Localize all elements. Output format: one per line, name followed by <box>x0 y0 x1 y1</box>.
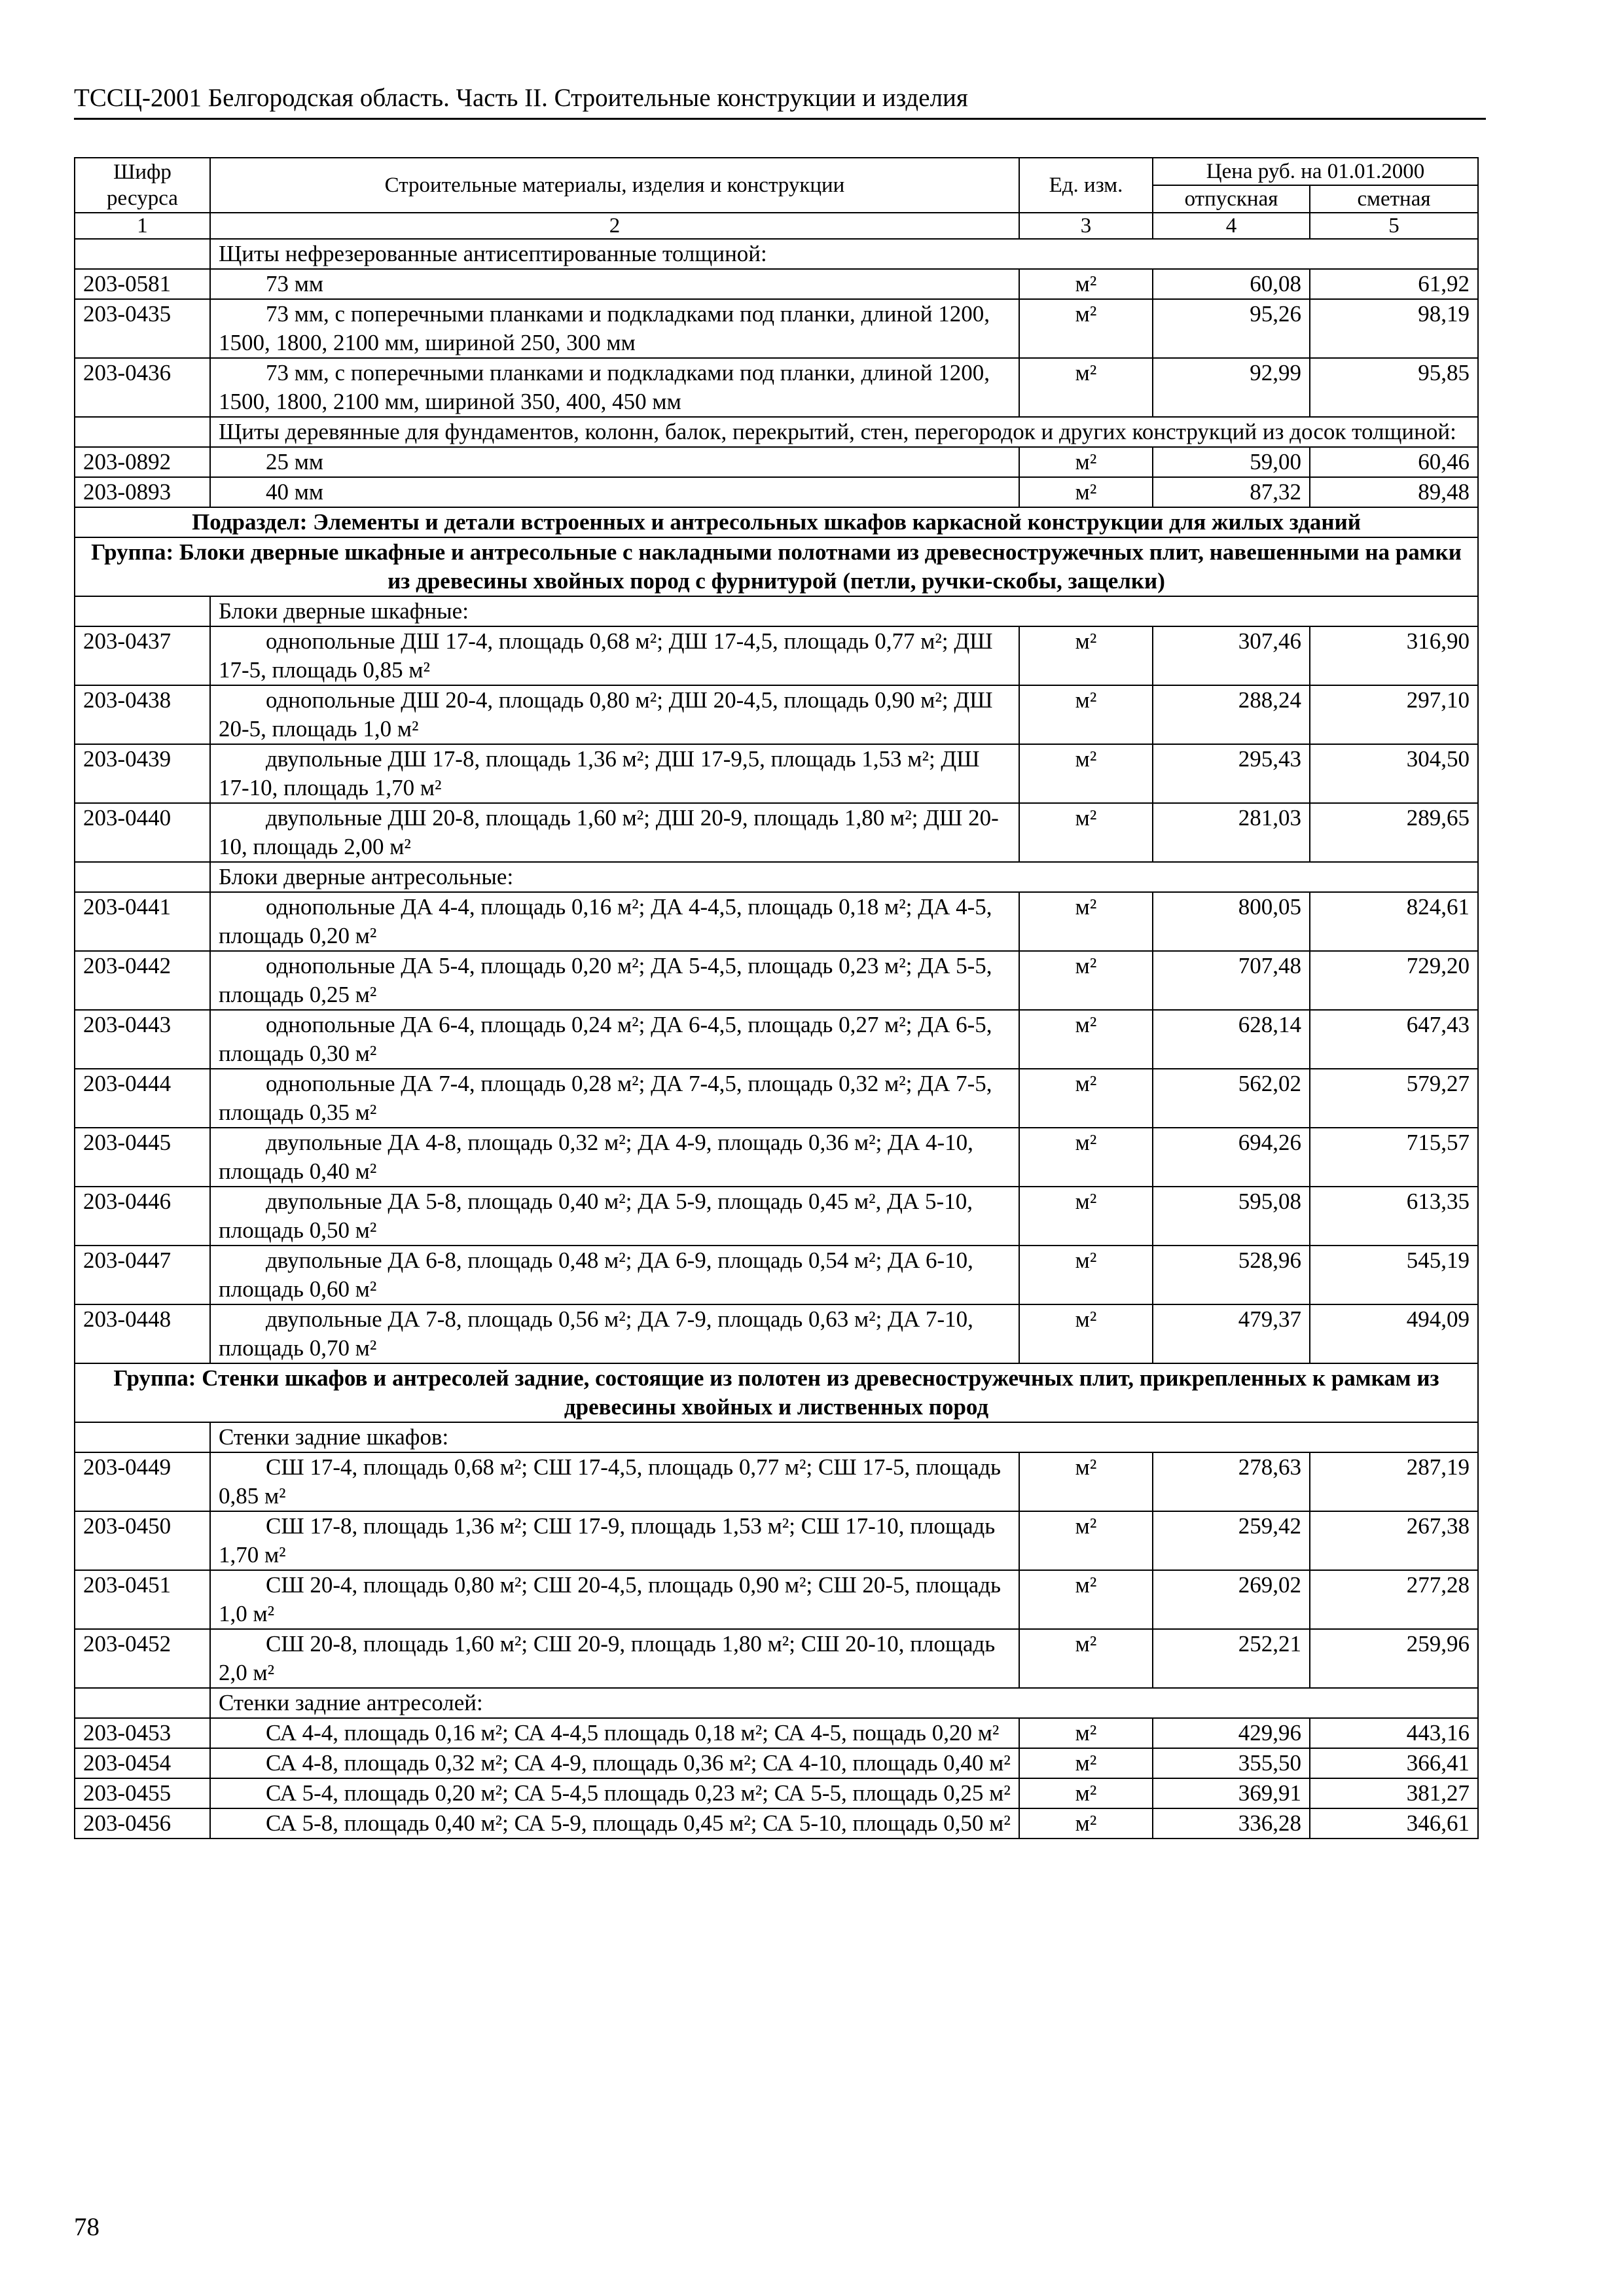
subgroup-caption: Стенки задние шкафов: <box>210 1422 1478 1452</box>
price-estimate: 545,19 <box>1310 1246 1478 1304</box>
resource-name <box>210 1629 1019 1688</box>
section-heading: Группа: Стенки шкафов и антресолей задние, состоящие из полотен из древесностружечных плит, прикрепленных к рамкам из древесины хвойных и лиственных пород <box>75 1363 1478 1422</box>
caption-row <box>75 1422 1478 1452</box>
price-estimate: 304,50 <box>1310 744 1478 803</box>
resource-code: 203-0454 <box>75 1748 210 1778</box>
unit: м² <box>1019 299 1153 358</box>
resource-name <box>210 358 1019 417</box>
resource-name-text: однопольные ДШ 20-4, площадь 0,80 м²; ДШ 20-4,5, площадь 0,90 м²; ДШ 20-5, площадь 1,0 м² <box>219 687 993 742</box>
price-release: 288,24 <box>1153 685 1310 744</box>
table-row <box>75 269 1478 299</box>
table-row <box>75 685 1478 744</box>
price-estimate: 89,48 <box>1310 477 1478 507</box>
running-head: ТССЦ-2001 Белгородская область. Часть II. Строительные конструкции и изделия <box>74 84 968 112</box>
resource-name-text: двупольные ДА 7-8, площадь 0,56 м²; ДА 7-9, площадь 0,63 м²; ДА 7-10, площадь 0,70 м² <box>219 1306 973 1361</box>
price-release: 87,32 <box>1153 477 1310 507</box>
unit: м² <box>1019 1069 1153 1128</box>
resource-name <box>210 1748 1019 1778</box>
price-release: 528,96 <box>1153 1246 1310 1304</box>
section-heading: Группа: Блоки дверные шкафные и антресольные с накладными полотнами из древесностружечных плит, навешенными на рамки из древесины хвойных пород с фурнитурой (петли, ручки-скобы, защелки) <box>75 537 1478 596</box>
resource-name-text: СШ 17-4, площадь 0,68 м²; СШ 17-4,5, площадь 0,77 м²; СШ 17-5, площадь 0,85 м² <box>219 1454 1001 1509</box>
price-release: 694,26 <box>1153 1128 1310 1187</box>
unit: м² <box>1019 1808 1153 1839</box>
resource-name <box>210 1511 1019 1570</box>
unit: м² <box>1019 626 1153 685</box>
unit: м² <box>1019 358 1153 417</box>
price-estimate: 267,38 <box>1310 1511 1478 1570</box>
price-release: 95,26 <box>1153 299 1310 358</box>
price-estimate: 715,57 <box>1310 1128 1478 1187</box>
resource-name-text: СШ 20-8, площадь 1,60 м²; СШ 20-9, площадь 1,80 м²; СШ 20-10, площадь 2,0 м² <box>219 1631 996 1685</box>
price-release: 259,42 <box>1153 1511 1310 1570</box>
unit: м² <box>1019 1187 1153 1246</box>
resource-name-text: 73 мм, с поперечными планками и подкладками под планки, длиной 1200, 1500, 1800, 2100 мм, шириной 250, 300 мм <box>219 301 990 355</box>
empty-code-cell <box>75 239 210 269</box>
unit: м² <box>1019 1748 1153 1778</box>
empty-code-cell <box>75 1688 210 1718</box>
heading-row <box>75 507 1478 537</box>
price-estimate: 613,35 <box>1310 1187 1478 1246</box>
table-row <box>75 1010 1478 1069</box>
unit: м² <box>1019 447 1153 477</box>
unit: м² <box>1019 1629 1153 1688</box>
unit: м² <box>1019 269 1153 299</box>
resource-name-text: СШ 20-4, площадь 0,80 м²; СШ 20-4,5, площадь 0,90 м²; СШ 20-5, площадь 1,0 м² <box>219 1572 1001 1626</box>
resource-name <box>210 477 1019 507</box>
price-estimate: 346,61 <box>1310 1808 1478 1839</box>
table-row <box>75 626 1478 685</box>
caption-row <box>75 862 1478 892</box>
resource-code: 203-0447 <box>75 1246 210 1304</box>
price-release: 92,99 <box>1153 358 1310 417</box>
price-estimate: 579,27 <box>1310 1069 1478 1128</box>
resource-name-text: двупольные ДШ 17-8, площадь 1,36 м²; ДШ 17-9,5, площадь 1,53 м²; ДШ 17-10, площадь 1,70 м² <box>219 746 980 800</box>
resource-name <box>210 951 1019 1010</box>
resource-name-text: двупольные ДШ 20-8, площадь 1,60 м²; ДШ 20-9, площадь 1,80 м²; ДШ 20-10, площадь 2,00 м² <box>219 805 999 859</box>
unit: м² <box>1019 892 1153 951</box>
resource-code: 203-0441 <box>75 892 210 951</box>
resource-name-text: двупольные ДА 5-8, площадь 0,40 м²; ДА 5-9, площадь 0,45 м², ДА 5-10, площадь 0,50 м² <box>219 1189 973 1243</box>
price-release: 269,02 <box>1153 1570 1310 1629</box>
resource-name <box>210 1128 1019 1187</box>
table-row <box>75 447 1478 477</box>
table-row <box>75 1629 1478 1688</box>
price-estimate: 316,90 <box>1310 626 1478 685</box>
resource-name <box>210 1304 1019 1363</box>
heading-row <box>75 537 1478 596</box>
table-row <box>75 1069 1478 1128</box>
resource-code: 203-0456 <box>75 1808 210 1839</box>
header-code: Шифр ресурса <box>75 158 210 213</box>
resource-name-text: 73 мм, с поперечными планками и подкладками под планки, длиной 1200, 1500, 1800, 2100 мм, шириной 350, 400, 450 мм <box>219 360 990 414</box>
resource-name-text: однопольные ДА 4-4, площадь 0,16 м²; ДА 4-4,5, площадь 0,18 м²; ДА 4-5, площадь 0,20 м² <box>219 894 992 948</box>
resource-code: 203-0893 <box>75 477 210 507</box>
resource-name <box>210 685 1019 744</box>
resource-code: 203-0453 <box>75 1718 210 1748</box>
resource-name <box>210 1187 1019 1246</box>
price-release: 60,08 <box>1153 269 1310 299</box>
resource-name <box>210 1069 1019 1128</box>
resource-code: 203-0451 <box>75 1570 210 1629</box>
price-release: 252,21 <box>1153 1629 1310 1688</box>
resource-name-text: однопольные ДА 5-4, площадь 0,20 м²; ДА 5-4,5, площадь 0,23 м²; ДА 5-5, площадь 0,25 м² <box>219 953 992 1007</box>
column-number: 2 <box>210 213 1019 239</box>
unit: м² <box>1019 1718 1153 1748</box>
unit: м² <box>1019 1010 1153 1069</box>
price-estimate: 647,43 <box>1310 1010 1478 1069</box>
empty-code-cell <box>75 1422 210 1452</box>
resource-name <box>210 269 1019 299</box>
empty-code-cell <box>75 417 210 447</box>
subgroup-caption: Блоки дверные шкафные: <box>210 596 1478 626</box>
resource-code: 203-0438 <box>75 685 210 744</box>
table-row <box>75 744 1478 803</box>
price-release: 595,08 <box>1153 1187 1310 1246</box>
table-row <box>75 1187 1478 1246</box>
price-estimate: 95,85 <box>1310 358 1478 417</box>
header-price: Цена руб. на 01.01.2000 <box>1153 158 1478 185</box>
price-estimate: 61,92 <box>1310 269 1478 299</box>
unit: м² <box>1019 477 1153 507</box>
price-release: 707,48 <box>1153 951 1310 1010</box>
price-estimate: 494,09 <box>1310 1304 1478 1363</box>
caption-row <box>75 417 1478 447</box>
resource-name-text: СА 4-4, площадь 0,16 м²; СА 4-4,5 площадь 0,18 м²; СА 4-5, пощадь 0,20 м² <box>266 1720 1000 1746</box>
header-name: Строительные материалы, изделия и конструкции <box>210 158 1019 213</box>
resource-code: 203-0435 <box>75 299 210 358</box>
column-number: 4 <box>1153 213 1310 239</box>
table-row <box>75 1511 1478 1570</box>
resource-name <box>210 744 1019 803</box>
header-price-release: отпускная <box>1153 185 1310 213</box>
price-estimate: 729,20 <box>1310 951 1478 1010</box>
unit: м² <box>1019 1778 1153 1808</box>
table-row <box>75 1718 1478 1748</box>
price-estimate: 366,41 <box>1310 1748 1478 1778</box>
price-estimate: 98,19 <box>1310 299 1478 358</box>
price-release: 281,03 <box>1153 803 1310 862</box>
resource-name-text: двупольные ДА 4-8, площадь 0,32 м²; ДА 4-9, площадь 0,36 м²; ДА 4-10, площадь 0,40 м² <box>219 1130 973 1184</box>
section-heading: Подраздел: Элементы и детали встроенных и антресольных шкафов каркасной конструкции для жилых зданий <box>75 507 1478 537</box>
resource-name-text: однопольные ДА 7-4, площадь 0,28 м²; ДА 7-4,5, площадь 0,32 м²; ДА 7-5, площадь 0,35 м² <box>219 1071 992 1125</box>
resource-name-text: СА 4-8, площадь 0,32 м²; СА 4-9, площадь 0,36 м²; СА 4-10, площадь 0,40 м² <box>266 1750 1011 1776</box>
unit: м² <box>1019 1246 1153 1304</box>
resource-code: 203-0452 <box>75 1629 210 1688</box>
table-row <box>75 803 1478 862</box>
unit: м² <box>1019 1304 1153 1363</box>
resource-code: 203-0450 <box>75 1511 210 1570</box>
resource-name <box>210 1778 1019 1808</box>
price-release: 59,00 <box>1153 447 1310 477</box>
resource-price-table <box>74 157 1479 1839</box>
table-row <box>75 1748 1478 1778</box>
price-estimate: 259,96 <box>1310 1629 1478 1688</box>
resource-name-text: 40 мм <box>266 479 324 505</box>
subgroup-caption: Щиты нефрезерованные антисептированные толщиной: <box>210 239 1478 269</box>
price-estimate: 381,27 <box>1310 1778 1478 1808</box>
unit: м² <box>1019 1128 1153 1187</box>
empty-code-cell <box>75 862 210 892</box>
table-body <box>75 239 1478 1839</box>
price-release: 628,14 <box>1153 1010 1310 1069</box>
price-release: 336,28 <box>1153 1808 1310 1839</box>
resource-name-text: 25 мм <box>266 449 324 475</box>
resource-name <box>210 892 1019 951</box>
table-row <box>75 1778 1478 1808</box>
subgroup-caption: Стенки задние антресолей: <box>210 1688 1478 1718</box>
price-release: 369,91 <box>1153 1778 1310 1808</box>
table-row <box>75 1128 1478 1187</box>
unit: м² <box>1019 803 1153 862</box>
table-row <box>75 1304 1478 1363</box>
table-row <box>75 1452 1478 1511</box>
table-row <box>75 1808 1478 1839</box>
price-estimate: 297,10 <box>1310 685 1478 744</box>
resource-name-text: однопольные ДА 6-4, площадь 0,24 м²; ДА 6-4,5, площадь 0,27 м²; ДА 6-5, площадь 0,30 м² <box>219 1012 992 1066</box>
resource-name-text: 73 мм <box>266 271 324 296</box>
resource-name <box>210 1246 1019 1304</box>
resource-code: 203-0440 <box>75 803 210 862</box>
table-row <box>75 892 1478 951</box>
resource-name-text: СА 5-4, площадь 0,20 м²; СА 5-4,5 площадь 0,23 м²; СА 5-5, площадь 0,25 м² <box>266 1780 1011 1806</box>
unit: м² <box>1019 744 1153 803</box>
price-release: 429,96 <box>1153 1718 1310 1748</box>
table-row <box>75 477 1478 507</box>
unit: м² <box>1019 1452 1153 1511</box>
resource-code: 203-0449 <box>75 1452 210 1511</box>
price-release: 479,37 <box>1153 1304 1310 1363</box>
caption-row <box>75 239 1478 269</box>
resource-code: 203-0442 <box>75 951 210 1010</box>
header-rule <box>74 118 1486 120</box>
resource-name <box>210 626 1019 685</box>
resource-name-text: СШ 17-8, площадь 1,36 м²; СШ 17-9, площадь 1,53 м²; СШ 17-10, площадь 1,70 м² <box>219 1513 996 1568</box>
price-estimate: 60,46 <box>1310 447 1478 477</box>
header-price-estimate: сметная <box>1310 185 1478 213</box>
heading-row <box>75 1363 1478 1422</box>
price-estimate: 824,61 <box>1310 892 1478 951</box>
empty-code-cell <box>75 596 210 626</box>
column-number: 5 <box>1310 213 1478 239</box>
resource-code: 203-0445 <box>75 1128 210 1187</box>
unit: м² <box>1019 1570 1153 1629</box>
table-row <box>75 358 1478 417</box>
subgroup-caption: Щиты деревянные для фундаментов, колонн, балок, перекрытий, стен, перегородок и других конструкций из досок толщиной: <box>210 417 1478 447</box>
table-row <box>75 951 1478 1010</box>
resource-name <box>210 1808 1019 1839</box>
resource-name <box>210 1570 1019 1629</box>
resource-name-text: двупольные ДА 6-8, площадь 0,48 м²; ДА 6-9, площадь 0,54 м²; ДА 6-10, площадь 0,60 м² <box>219 1247 973 1302</box>
resource-code: 203-0437 <box>75 626 210 685</box>
price-estimate: 289,65 <box>1310 803 1478 862</box>
resource-name-text: СА 5-8, площадь 0,40 м²; СА 5-9, площадь 0,45 м²; СА 5-10, площадь 0,50 м² <box>266 1810 1011 1836</box>
header-unit: Ед. изм. <box>1019 158 1153 213</box>
subgroup-caption: Блоки дверные антресольные: <box>210 862 1478 892</box>
price-release: 295,43 <box>1153 744 1310 803</box>
price-release: 800,05 <box>1153 892 1310 951</box>
unit: м² <box>1019 1511 1153 1570</box>
resource-code: 203-0439 <box>75 744 210 803</box>
resource-name <box>210 1452 1019 1511</box>
caption-row <box>75 1688 1478 1718</box>
caption-row <box>75 596 1478 626</box>
resource-name <box>210 803 1019 862</box>
table-row <box>75 299 1478 358</box>
unit: м² <box>1019 951 1153 1010</box>
page-number: 78 <box>74 2213 99 2241</box>
column-number: 3 <box>1019 213 1153 239</box>
resource-code: 203-0448 <box>75 1304 210 1363</box>
resource-code: 203-0446 <box>75 1187 210 1246</box>
resource-name-text: однопольные ДШ 17-4, площадь 0,68 м²; ДШ 17-4,5, площадь 0,77 м²; ДШ 17-5, площадь 0,85 м² <box>219 628 993 683</box>
price-release: 562,02 <box>1153 1069 1310 1128</box>
resource-name <box>210 299 1019 358</box>
table-row <box>75 1570 1478 1629</box>
price-release: 355,50 <box>1153 1748 1310 1778</box>
resource-code: 203-0436 <box>75 358 210 417</box>
resource-code: 203-0455 <box>75 1778 210 1808</box>
resource-name <box>210 447 1019 477</box>
resource-code: 203-0892 <box>75 447 210 477</box>
table-row <box>75 1246 1478 1304</box>
resource-code: 203-0444 <box>75 1069 210 1128</box>
price-estimate: 443,16 <box>1310 1718 1478 1748</box>
resource-code: 203-0443 <box>75 1010 210 1069</box>
resource-code: 203-0581 <box>75 269 210 299</box>
unit: м² <box>1019 685 1153 744</box>
column-number: 1 <box>75 213 210 239</box>
resource-name <box>210 1010 1019 1069</box>
price-release: 307,46 <box>1153 626 1310 685</box>
price-release: 278,63 <box>1153 1452 1310 1511</box>
price-estimate: 287,19 <box>1310 1452 1478 1511</box>
price-estimate: 277,28 <box>1310 1570 1478 1629</box>
resource-name <box>210 1718 1019 1748</box>
